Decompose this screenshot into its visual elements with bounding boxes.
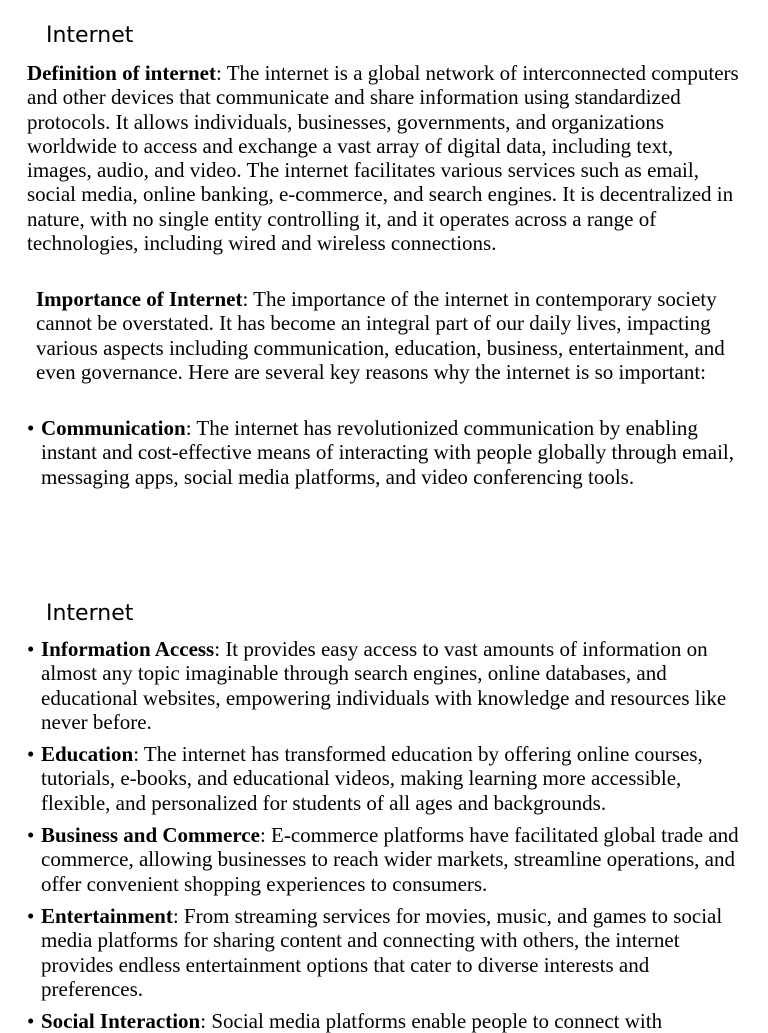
definition-text: : The internet is a global network of interconnected computers and other devices that communicate and share information using standardized protocols. It allows individuals, businesses, governments, and organizations worldwide to access and exchange a vast array of digital data, including text, images, audio, and video. The internet facilitates various services such as email, social media, online banking, e-commerce, and search engines. It is decentralized in nature, with no single entity controlling it, and it operates across a range of technologies, including wired and wireless connections. <box>27 61 739 256</box>
definition-term: Definition of internet <box>27 61 216 85</box>
bullet-business-commerce <box>27 823 751 896</box>
bullet-dot-icon: • <box>27 637 35 661</box>
bullet-dot-icon: • <box>27 416 35 440</box>
bullet-dot-icon: • <box>27 742 35 766</box>
bullet-dot-icon: • <box>27 823 35 847</box>
bullet-term: Business and Commerce <box>41 823 260 847</box>
bullet-social-interaction <box>27 1009 751 1033</box>
importance-paragraph <box>36 287 736 384</box>
bullet-entertainment <box>27 904 751 1001</box>
bullet-text: : The internet has revolutionized communication by enabling instant and cost-effective means of interacting with people globally through email, messaging apps, social media platforms, and video conferencing tools. <box>41 416 734 489</box>
bullet-term: Social Interaction <box>41 1009 201 1033</box>
bullet-text: : From streaming services for movies, music, and games to social media platforms for sharing content and connecting with others, the internet provides endless entertainment options that cater to diverse interests and preferences. <box>41 904 723 1001</box>
bullet-term: Information Access <box>41 637 215 661</box>
definition-paragraph <box>27 61 743 255</box>
bullet-term: Communication <box>41 416 186 440</box>
bullet-text: : The internet has transformed education by offering online courses, tutorials, e-books, and educational videos, making learning more accessible, flexible, and personalized for students of all ages and backgrounds. <box>41 742 703 815</box>
bullet-term: Education <box>41 742 134 766</box>
bullet-text: : Social media platforms enable people to connect with <box>200 1009 663 1033</box>
slide-title: Internet <box>46 23 134 48</box>
slide-title: Internet <box>46 601 134 626</box>
bullet-information-access <box>27 637 751 734</box>
bullet-education <box>27 742 751 815</box>
bullet-text: : E-commerce platforms have facilitated global trade and commerce, allowing businesses to reach wider markets, streamline operations, and offer convenient shopping experiences to consumers. <box>41 823 739 896</box>
bullet-dot-icon: • <box>27 904 35 928</box>
importance-text: : The importance of the internet in contemporary society cannot be overstated. It has become an integral part of our daily lives, impacting various aspects including communication, education, business, entertainment, and even governance. Here are several key reasons why the internet is so important: <box>36 287 725 384</box>
bullet-communication <box>27 416 751 489</box>
bullet-text: : It provides easy access to vast amounts of information on almost any topic imaginable through search engines, online databases, and educational websites, empowering individuals with knowledge and resources like never before. <box>41 637 727 734</box>
bullet-dot-icon: • <box>27 1009 35 1033</box>
bullet-term: Entertainment <box>41 904 173 928</box>
importance-term: Importance of Internet <box>36 287 243 311</box>
